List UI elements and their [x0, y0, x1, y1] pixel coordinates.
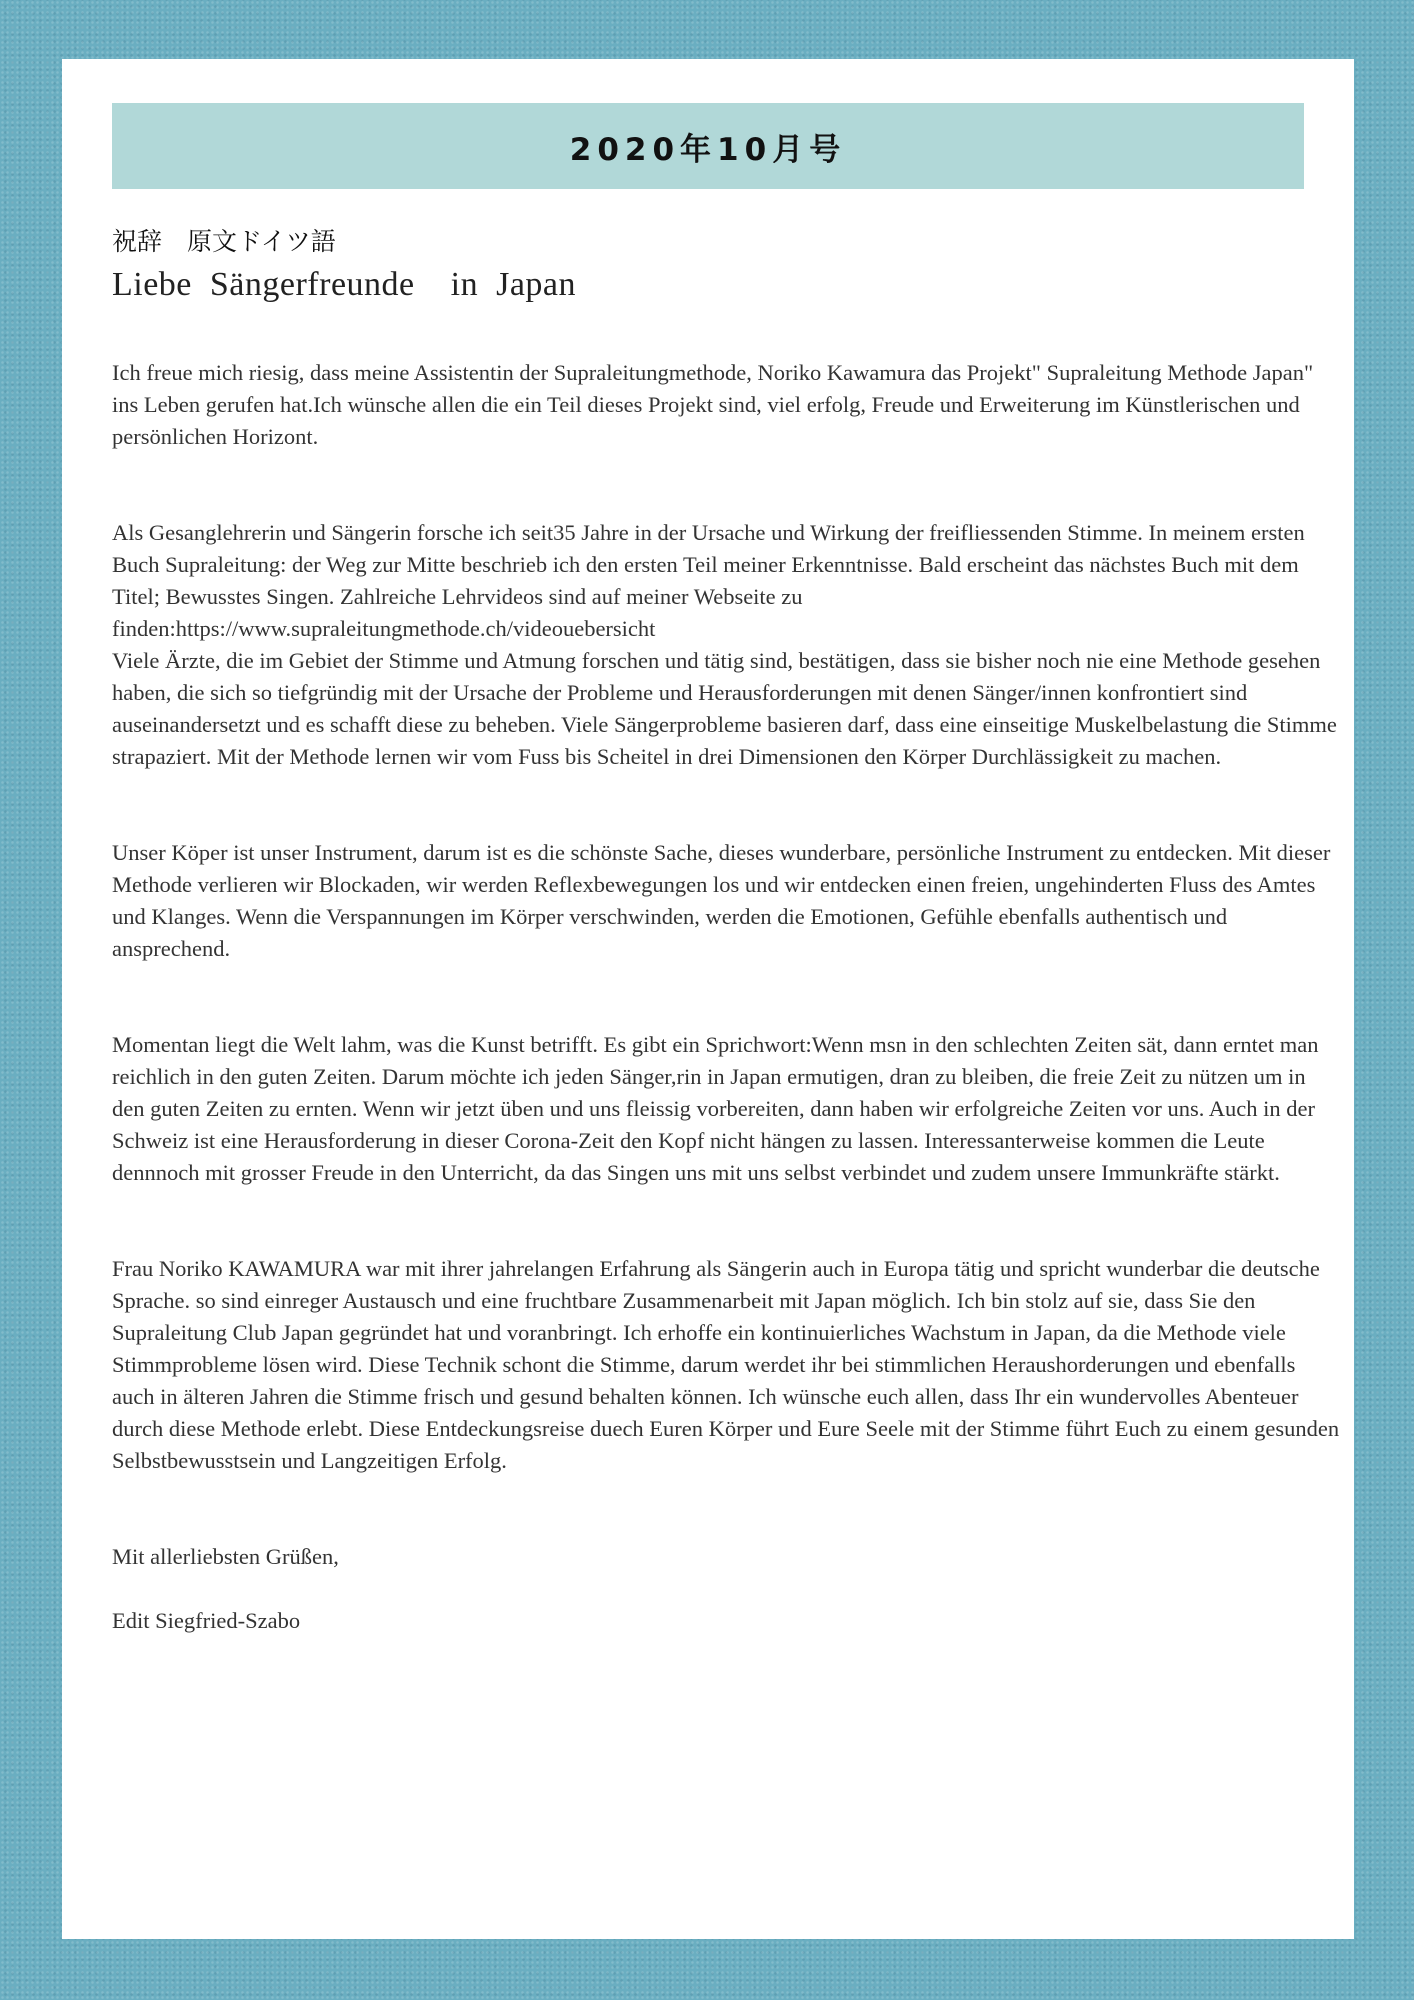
letter-closing: Mit allerliebsten Grüßen,	[112, 1544, 339, 1569]
letter-paragraph-3: Unser Köper ist unser Instrument, darum ist es die schönste Sache, dieses wunderbare, persönliche Instrument zu entdecken. Mit dieser Methode verlieren wir Blockaden, wir werden Reflexbewegungen los und wir entdecken einen freien, ungehinderten Fluss des Amtes und Klanges. Wenn die Verspannungen im Körper verschwinden, werden die Emotionen, Gefühle ebenfalls authentisch und ansprechend.	[112, 840, 1331, 961]
issue-banner	[112, 103, 1304, 189]
letter-content	[112, 225, 1342, 1637]
letter-signature: Edit Siegfried-Szabo	[112, 1608, 301, 1633]
newsletter-page	[62, 59, 1354, 1939]
letter-subtitle: 祝辞 原文ドイツ語	[112, 227, 336, 256]
letter-paragraph-5: Frau Noriko KAWAMURA war mit ihrer jahrelangen Erfahrung als Sängerin auch in Europa tätig und spricht wunderbar die deutsche Sprache. so sind einreger Austausch und eine fruchtbare Zusammenarbeit mit Japan möglich. Ich bin stolz auf sie, dass Sie den Supraleitung Club Japan gegründet hat und voranbringt. Ich erhoffe ein kontinuierliches Wachstum in Japan, da die Methode viele Stimmprobleme lösen wird. Diese Technik schont die Stimme, darum werdet ihr bei stimmlichen Heraushorderungen und ebenfalls auch in älteren Jahren die Stimme frisch und gesund behalten können. Ich wünsche euch allen, dass Ihr ein wundervolles Abenteuer durch diese Methode erlebt. Diese Entdeckungsreise duech Euren Körper und Eure Seele mit der Stimme führt Euch zu einem gesunden Selbstbewusstsein und Langzeitigen Erfolg.	[112, 1256, 1340, 1473]
letter-paragraph-2: Als Gesanglehrerin und Sängerin forsche ich seit35 Jahre in der Ursache und Wirkung der freifliessenden Stimme. In meinem ersten Buch Supraleitung: der Weg zur Mitte beschrieb ich den ersten Teil meiner Erkenntnisse. Bald erscheint das nächstes Buch mit dem Titel; Bewusstes Singen. Zahlreiche Lehrvideos sind auf meiner Webseite zu finden:https://www.supraleitungmethode.ch/videouebersicht Viele Ärzte, die im Gebiet der Stimme und Atmung forschen und tätig sind, bestätigen, dass sie bisher noch nie eine Methode gesehen haben, die sich so tiefgründig mit der Ursache der Probleme und Herausforderungen mit denen Sänger/innen konfrontiert sind auseinandersetzt und es schafft diese zu beheben. Viele Sängerprobleme basieren darf, dass eine einseitige Muskelbelastung die Stimme strapaziert. Mit der Methode lernen wir vom Fuss bis Scheitel in drei Dimensionen den Körper Durchlässigkeit zu machen.	[112, 520, 1337, 769]
letter-paragraph-4: Momentan liegt die Welt lahm, was die Kunst betrifft. Es gibt ein Sprichwort:Wenn msn in den schlechten Zeiten sät, dann erntet man reichlich in den guten Zeiten. Darum möchte ich jeden Sänger,rin in Japan ermutigen, dran zu bleiben, die freie Zeit zu nützen um in den guten Zeiten zu ernten. Wenn wir jetzt üben und uns fleissig vorbereiten, dann haben wir erfolgreiche Zeiten vor uns. Auch in der Schweiz ist eine Herausforderung in dieser Corona-Zeit den Kopf nicht hängen zu lassen. Interessanterweise kommen die Leute dennnoch mit grosser Freude in den Unterricht, da das Singen uns mit uns selbst verbindet und zudem unsere Immunkräfte stärkt.	[112, 1032, 1319, 1185]
letter-greeting: Liebe Sängerfreunde in Japan	[112, 266, 576, 303]
letter-paragraph-1: Ich freue mich riesig, dass meine Assistentin der Supraleitungmethode, Noriko Kawamura das Projekt" Supraleitung Methode Japan" ins Leben gerufen hat.Ich wünsche allen die ein Teil dieses Projekt sind, viel erfolg, Freude und Erweiterung im Künstlerischen und persönlichen Horizont.	[112, 360, 1314, 449]
issue-title: 2020年10月号	[569, 131, 847, 168]
